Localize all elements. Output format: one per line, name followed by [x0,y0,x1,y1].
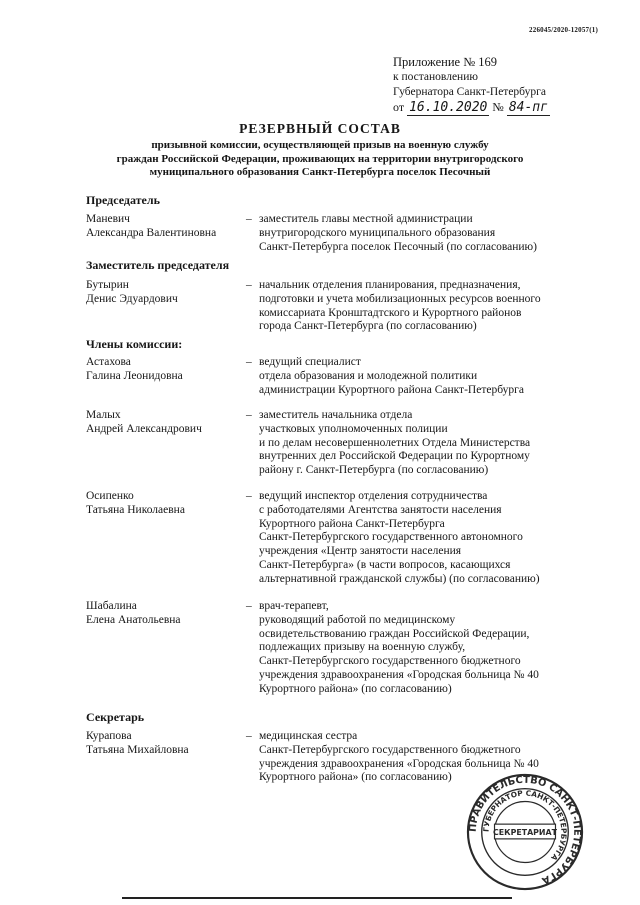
registration-number: 226045/2020-12057(1) [529,26,598,34]
stamp-center-text: СЕКРЕТАРИАТ [493,827,557,837]
appendix-line-2: к постановлению [393,71,478,83]
secretariat-stamp [466,773,584,891]
stamp-outer-text: ПРАВИТЕЛЬСТВО САНКТ-ПЕТЕРБУРГА [467,774,583,886]
dash-separator: – [246,409,252,421]
dash-separator: – [246,600,252,612]
member-name: Бутырин Денис Эдуардович [86,279,178,305]
appendix-line-3: Губернатора Санкт-Петербурга [393,86,546,98]
stamp-inner-text: ГУБЕРНАТОР САНКТ-ПЕТЕРБУРГА [481,788,569,863]
member-position: ведущий специалист отдела образования и молодежной политики администрации Курортного района Санкт-Петербурга [259,356,524,396]
dash-separator: – [246,490,252,502]
document-title: РЕЗЕРВНЫЙ СОСТАВ [239,121,401,136]
dash-separator: – [246,356,252,368]
member-position: начальник отделения планирования, предназначения, подготовки и учета мобилизационных ресурсов военного комиссариата Кронштадтского и Курортного районов города Санкт-Петербурга (по согласованию) [259,279,541,333]
member-name: Маневич Александра Валентиновна [86,213,217,239]
section-chairman: Председатель [86,193,160,207]
appendix-title: Приложение № 169 [393,55,498,69]
member-name: Шабалина Елена Анатольевна [86,600,181,626]
date-value: 16.10.2020 [409,100,488,115]
member-name: Курапова Татьяна Михайловна [86,730,189,756]
section-members: Члены комиссии: [86,337,183,351]
appendix-block [393,55,603,115]
member-name: Малых Андрей Александрович [86,409,202,435]
member-position: заместитель главы местной администрации внутригородского муниципального образования Санкт-Петербурга поселок Песочный (по согласованию) [259,213,537,253]
dash-separator: – [246,213,252,225]
document-subtitle [60,139,580,180]
number-value: 84-пг [508,100,548,115]
subtitle-line: граждан Российской Федерации, проживающих на территории внутригородского [116,152,524,165]
member-position: ведущий инспектор отделения сотрудничества с работодателями Агентства занятости населения Курортного района Санкт-Петербурга Санкт-Петербургского государственного автономного учреждения «Центр занятости населения Санкт-Петербурга» (в части вопросов, касающихся альтернативной гражданской службы) (по согласованию) [259,490,540,585]
number-prefix: № [492,100,504,114]
bottom-rule [122,897,512,899]
dash-separator: – [246,279,252,291]
appendix-date-line [393,100,603,115]
subtitle-line: муниципального образования Санкт-Петербурга поселок Песочный [149,166,491,178]
date-prefix: от [393,100,405,114]
section-secretary: Секретарь [86,710,145,724]
member-name: Осипенко Татьяна Николаевна [86,490,185,516]
member-position: заместитель начальника отдела участковых уполномоченных полиции и по делам несовершеннолетних Отдела Министерства внутренних дел Российской Федерации по Курортному району г. Санкт-Петербурга (по согласованию) [259,409,531,477]
dash-separator: – [246,730,252,742]
member-name: Астахова Галина Леонидовна [86,356,183,382]
section-deputy: Заместитель председателя [86,258,230,272]
member-position: врач-терапевт, руководящий работой по медицинскому освидетельствованию граждан Российской Федерации, подлежащих призыву на военную службу, Санкт-Петербургского государственного бюджетного учреждения здравоохранения «Городская больница № 40 Курортного района» (по согласованию) [259,600,539,695]
member-position: медицинская сестра Санкт-Петербургского государственного бюджетного учреждения здравоохранения «Городская больница № 40 Курортного района» (по согласованию) [259,730,539,784]
subtitle-line: призывной комиссии, осуществляющей призыв на военную службу [151,139,489,151]
